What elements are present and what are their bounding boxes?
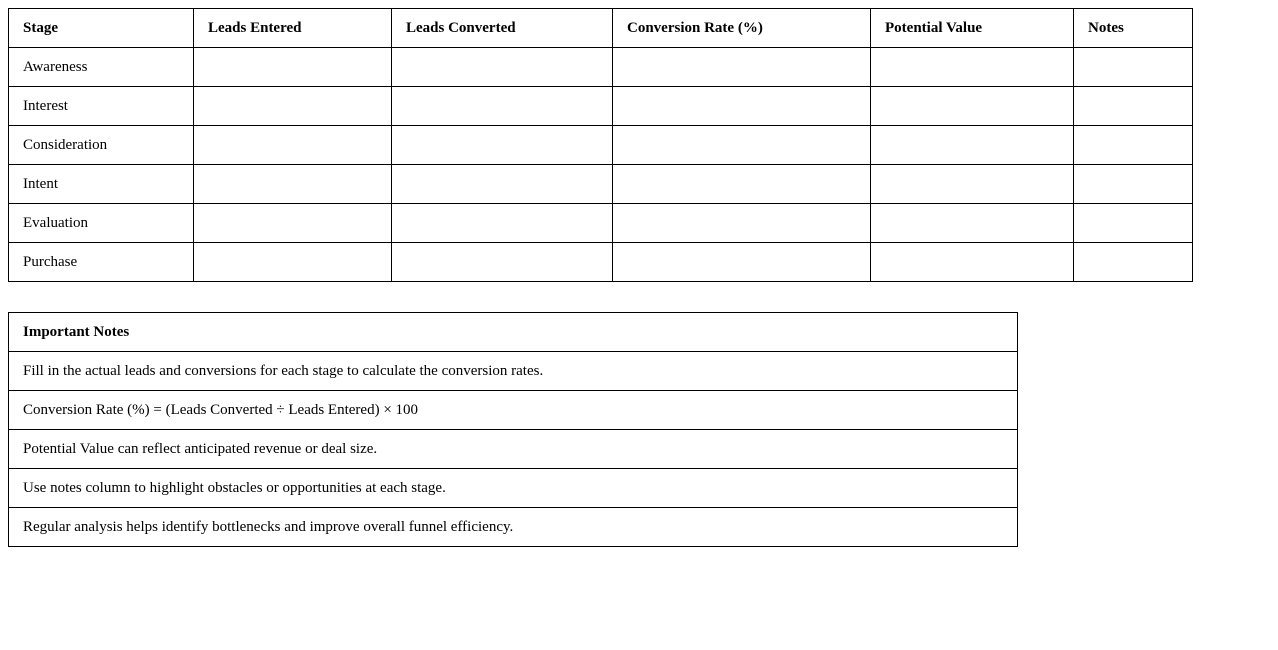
leads-entered-cell[interactable] xyxy=(194,243,392,282)
table-header-row xyxy=(9,9,1193,48)
conversion-rate-cell[interactable] xyxy=(613,204,871,243)
notes-cell[interactable] xyxy=(1074,204,1193,243)
stage-cell: Intent xyxy=(9,165,194,204)
note-item: Conversion Rate (%) = (Leads Converted ÷ Leads Entered) × 100 xyxy=(9,391,1018,430)
note-row xyxy=(9,469,1018,508)
note-row xyxy=(9,508,1018,547)
notes-cell[interactable] xyxy=(1074,87,1193,126)
header-notes: Notes xyxy=(1074,9,1193,48)
table-row xyxy=(9,243,1193,282)
conversion-rate-cell[interactable] xyxy=(613,48,871,87)
header-conversion-rate: Conversion Rate (%) xyxy=(613,9,871,48)
notes-cell[interactable] xyxy=(1074,165,1193,204)
table-row xyxy=(9,126,1193,165)
notes-header: Important Notes xyxy=(9,313,1018,352)
potential-value-cell[interactable] xyxy=(871,126,1074,165)
stage-cell: Interest xyxy=(9,87,194,126)
notes-cell[interactable] xyxy=(1074,48,1193,87)
conversion-rate-cell[interactable] xyxy=(613,243,871,282)
important-notes-table xyxy=(8,312,1018,547)
leads-entered-cell[interactable] xyxy=(194,87,392,126)
potential-value-cell[interactable] xyxy=(871,204,1074,243)
conversion-rate-cell[interactable] xyxy=(613,165,871,204)
note-item: Potential Value can reflect anticipated revenue or deal size. xyxy=(9,430,1018,469)
potential-value-cell[interactable] xyxy=(871,165,1074,204)
note-row xyxy=(9,352,1018,391)
note-item: Fill in the actual leads and conversions for each stage to calculate the conversion rates. xyxy=(9,352,1018,391)
conversion-rate-cell[interactable] xyxy=(613,87,871,126)
note-row xyxy=(9,430,1018,469)
stage-cell: Evaluation xyxy=(9,204,194,243)
leads-entered-cell[interactable] xyxy=(194,204,392,243)
conversion-rate-cell[interactable] xyxy=(613,126,871,165)
notes-header-row xyxy=(9,313,1018,352)
leads-entered-cell[interactable] xyxy=(194,48,392,87)
header-stage: Stage xyxy=(9,9,194,48)
table-row xyxy=(9,87,1193,126)
leads-entered-cell[interactable] xyxy=(194,165,392,204)
leads-converted-cell[interactable] xyxy=(392,48,613,87)
potential-value-cell[interactable] xyxy=(871,48,1074,87)
potential-value-cell[interactable] xyxy=(871,87,1074,126)
notes-cell[interactable] xyxy=(1074,243,1193,282)
table-row xyxy=(9,204,1193,243)
leads-converted-cell[interactable] xyxy=(392,204,613,243)
sales-funnel-table xyxy=(8,8,1193,282)
note-item: Regular analysis helps identify bottlenecks and improve overall funnel efficiency. xyxy=(9,508,1018,547)
header-leads-converted: Leads Converted xyxy=(392,9,613,48)
notes-cell[interactable] xyxy=(1074,126,1193,165)
header-leads-entered: Leads Entered xyxy=(194,9,392,48)
potential-value-cell[interactable] xyxy=(871,243,1074,282)
leads-converted-cell[interactable] xyxy=(392,126,613,165)
stage-cell: Awareness xyxy=(9,48,194,87)
note-item: Use notes column to highlight obstacles or opportunities at each stage. xyxy=(9,469,1018,508)
leads-entered-cell[interactable] xyxy=(194,126,392,165)
stage-cell: Consideration xyxy=(9,126,194,165)
leads-converted-cell[interactable] xyxy=(392,87,613,126)
table-row xyxy=(9,165,1193,204)
leads-converted-cell[interactable] xyxy=(392,243,613,282)
stage-cell: Purchase xyxy=(9,243,194,282)
header-potential-value: Potential Value xyxy=(871,9,1074,48)
leads-converted-cell[interactable] xyxy=(392,165,613,204)
table-row xyxy=(9,48,1193,87)
note-row xyxy=(9,391,1018,430)
